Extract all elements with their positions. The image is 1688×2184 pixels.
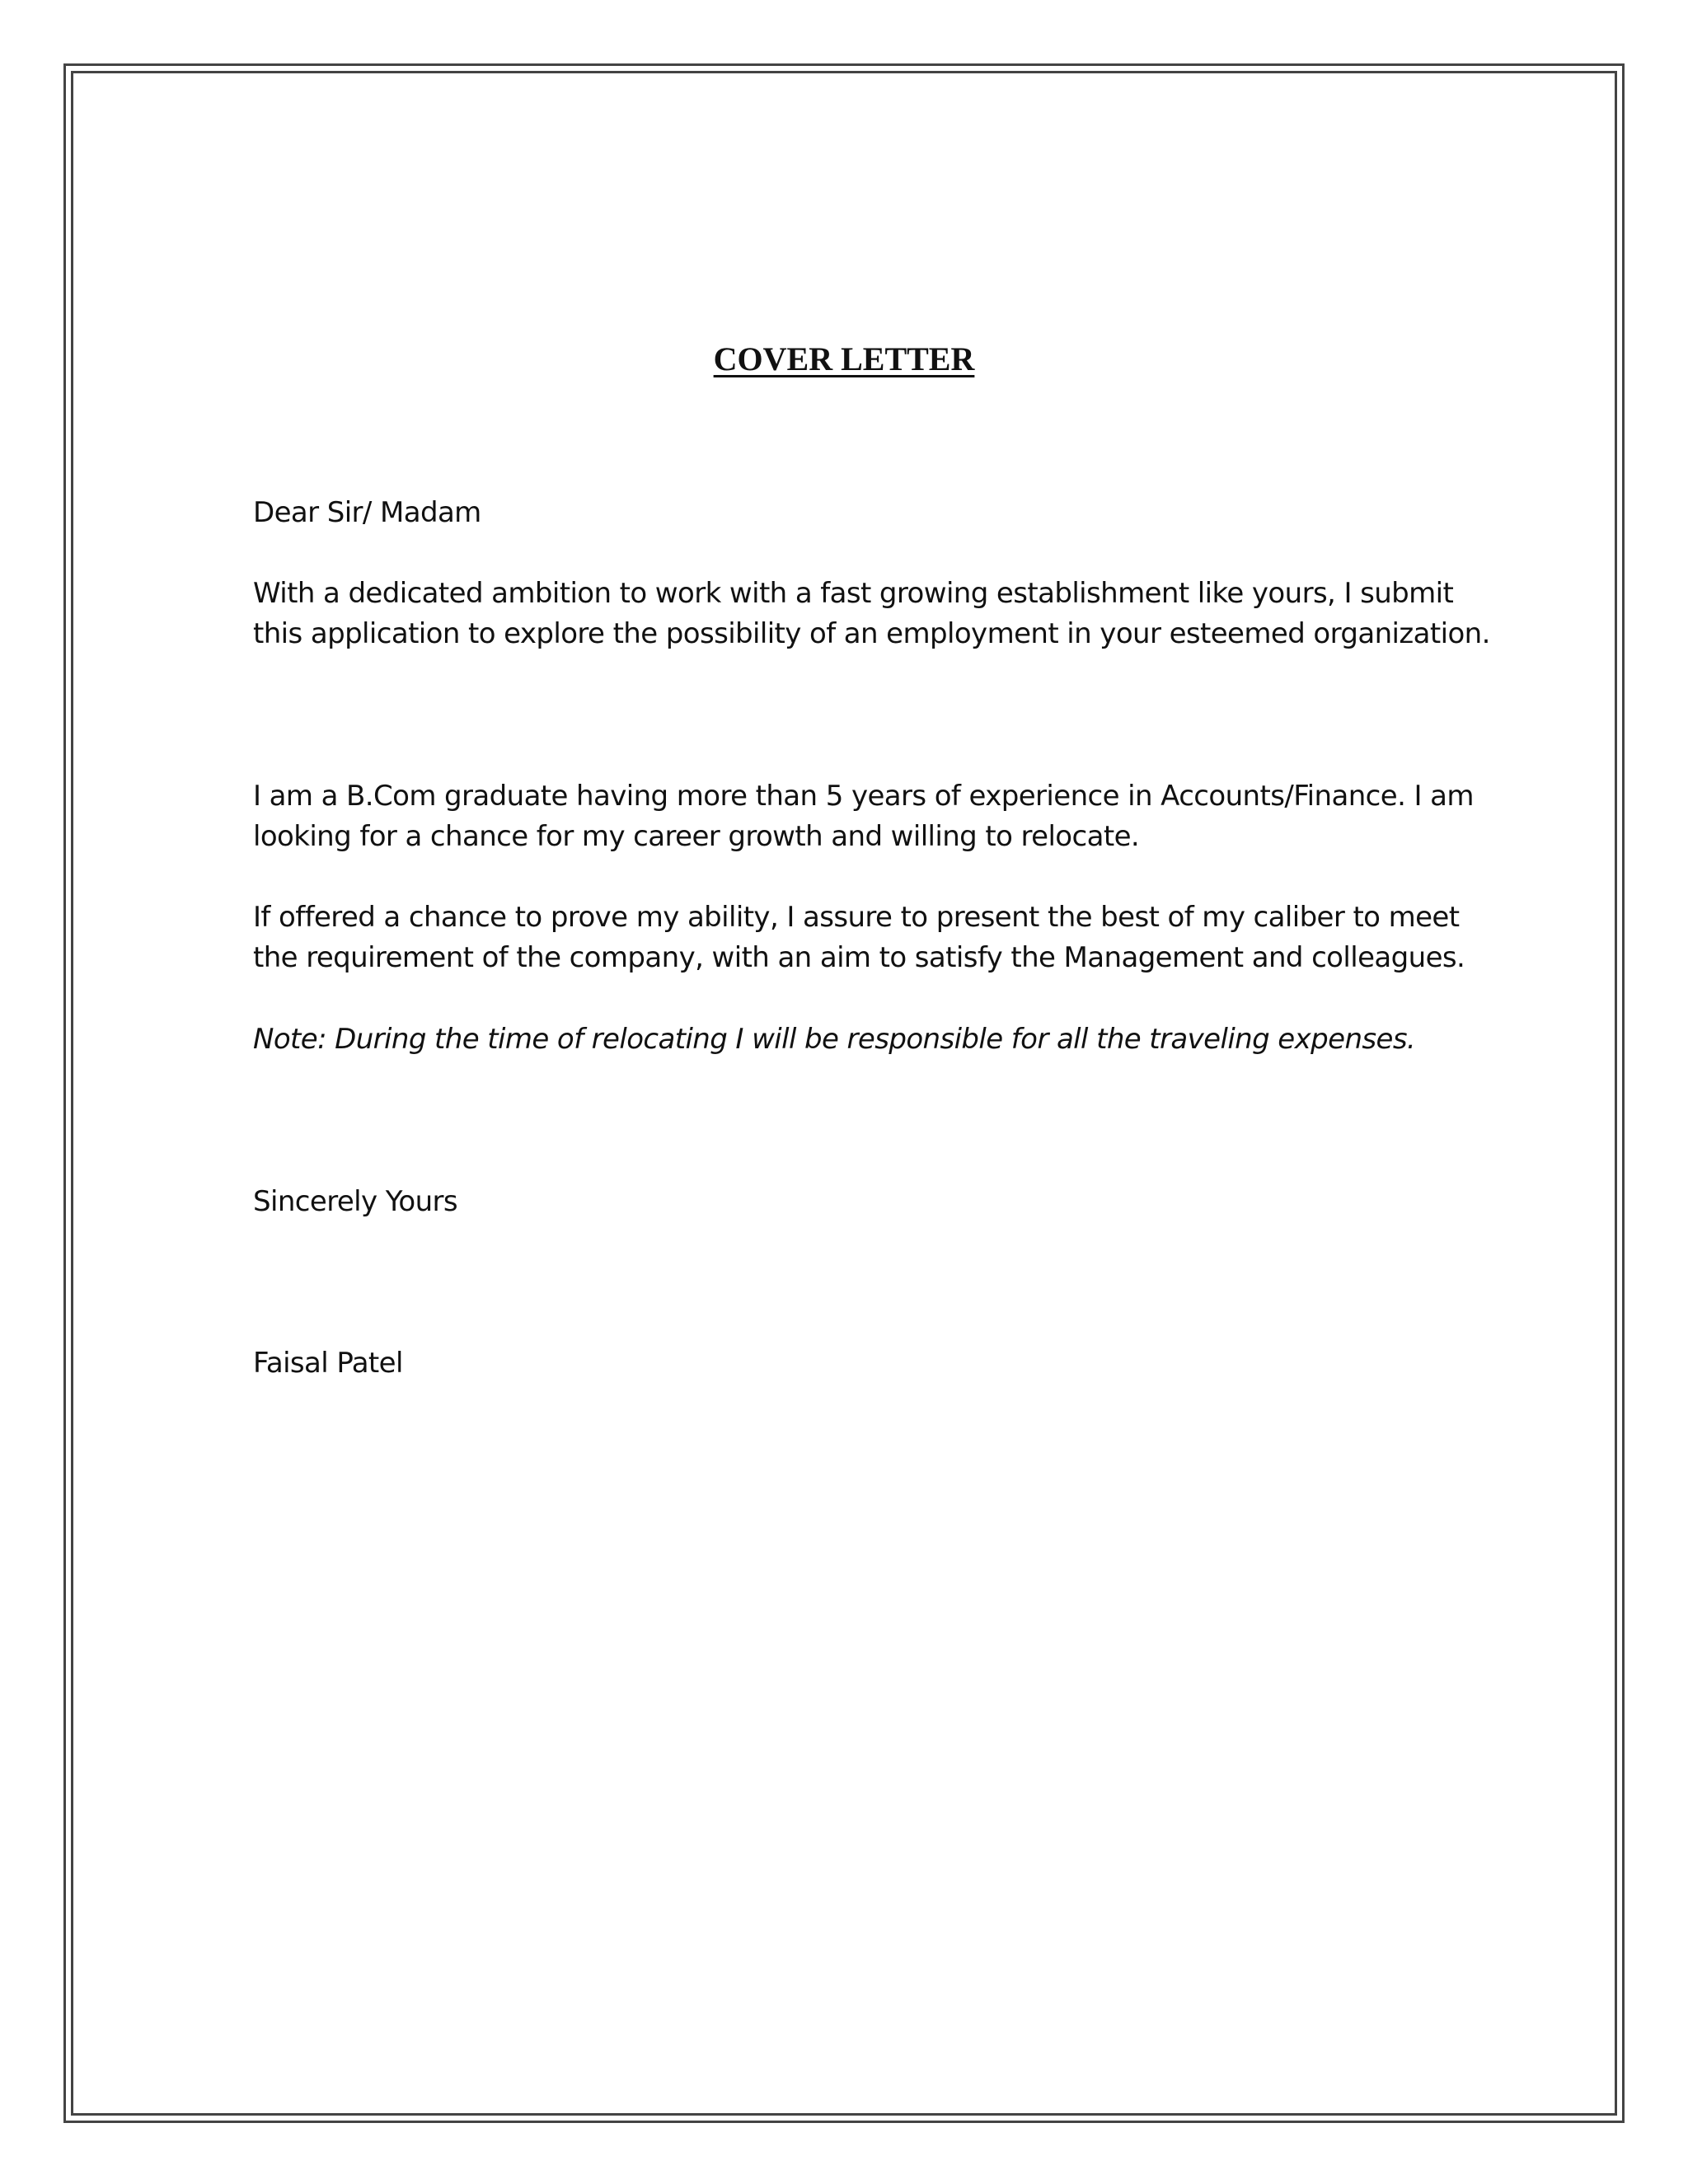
paragraph-1-line-1: With a dedicated ambition to work with a fast growing establishment like yours, I submit <box>253 577 1454 610</box>
salutation: Dear Sir/ Madam <box>253 496 481 529</box>
note: Note: During the time of relocating I will be responsible for all the traveling expenses. <box>253 1023 1416 1056</box>
signature-name: Faisal Patel <box>253 1347 403 1380</box>
closing: Sincerely Yours <box>253 1185 458 1218</box>
paragraph-3-line-1: If offered a chance to prove my ability, I assure to present the best of my caliber to meet <box>253 901 1460 934</box>
paragraph-3-line-2: the requirement of the company, with an aim to satisfy the Management and colleagues. <box>253 941 1465 974</box>
paragraph-2-line-2: looking for a chance for my career growth and willing to relocate. <box>253 820 1140 853</box>
paragraph-1-line-2: this application to explore the possibility of an employment in your esteemed organization. <box>253 617 1490 650</box>
letter-title: COVER LETTER <box>713 340 975 377</box>
paragraph-2-line-1: I am a B.Com graduate having more than 5 years of experience in Accounts/Finance. I am <box>253 780 1474 813</box>
